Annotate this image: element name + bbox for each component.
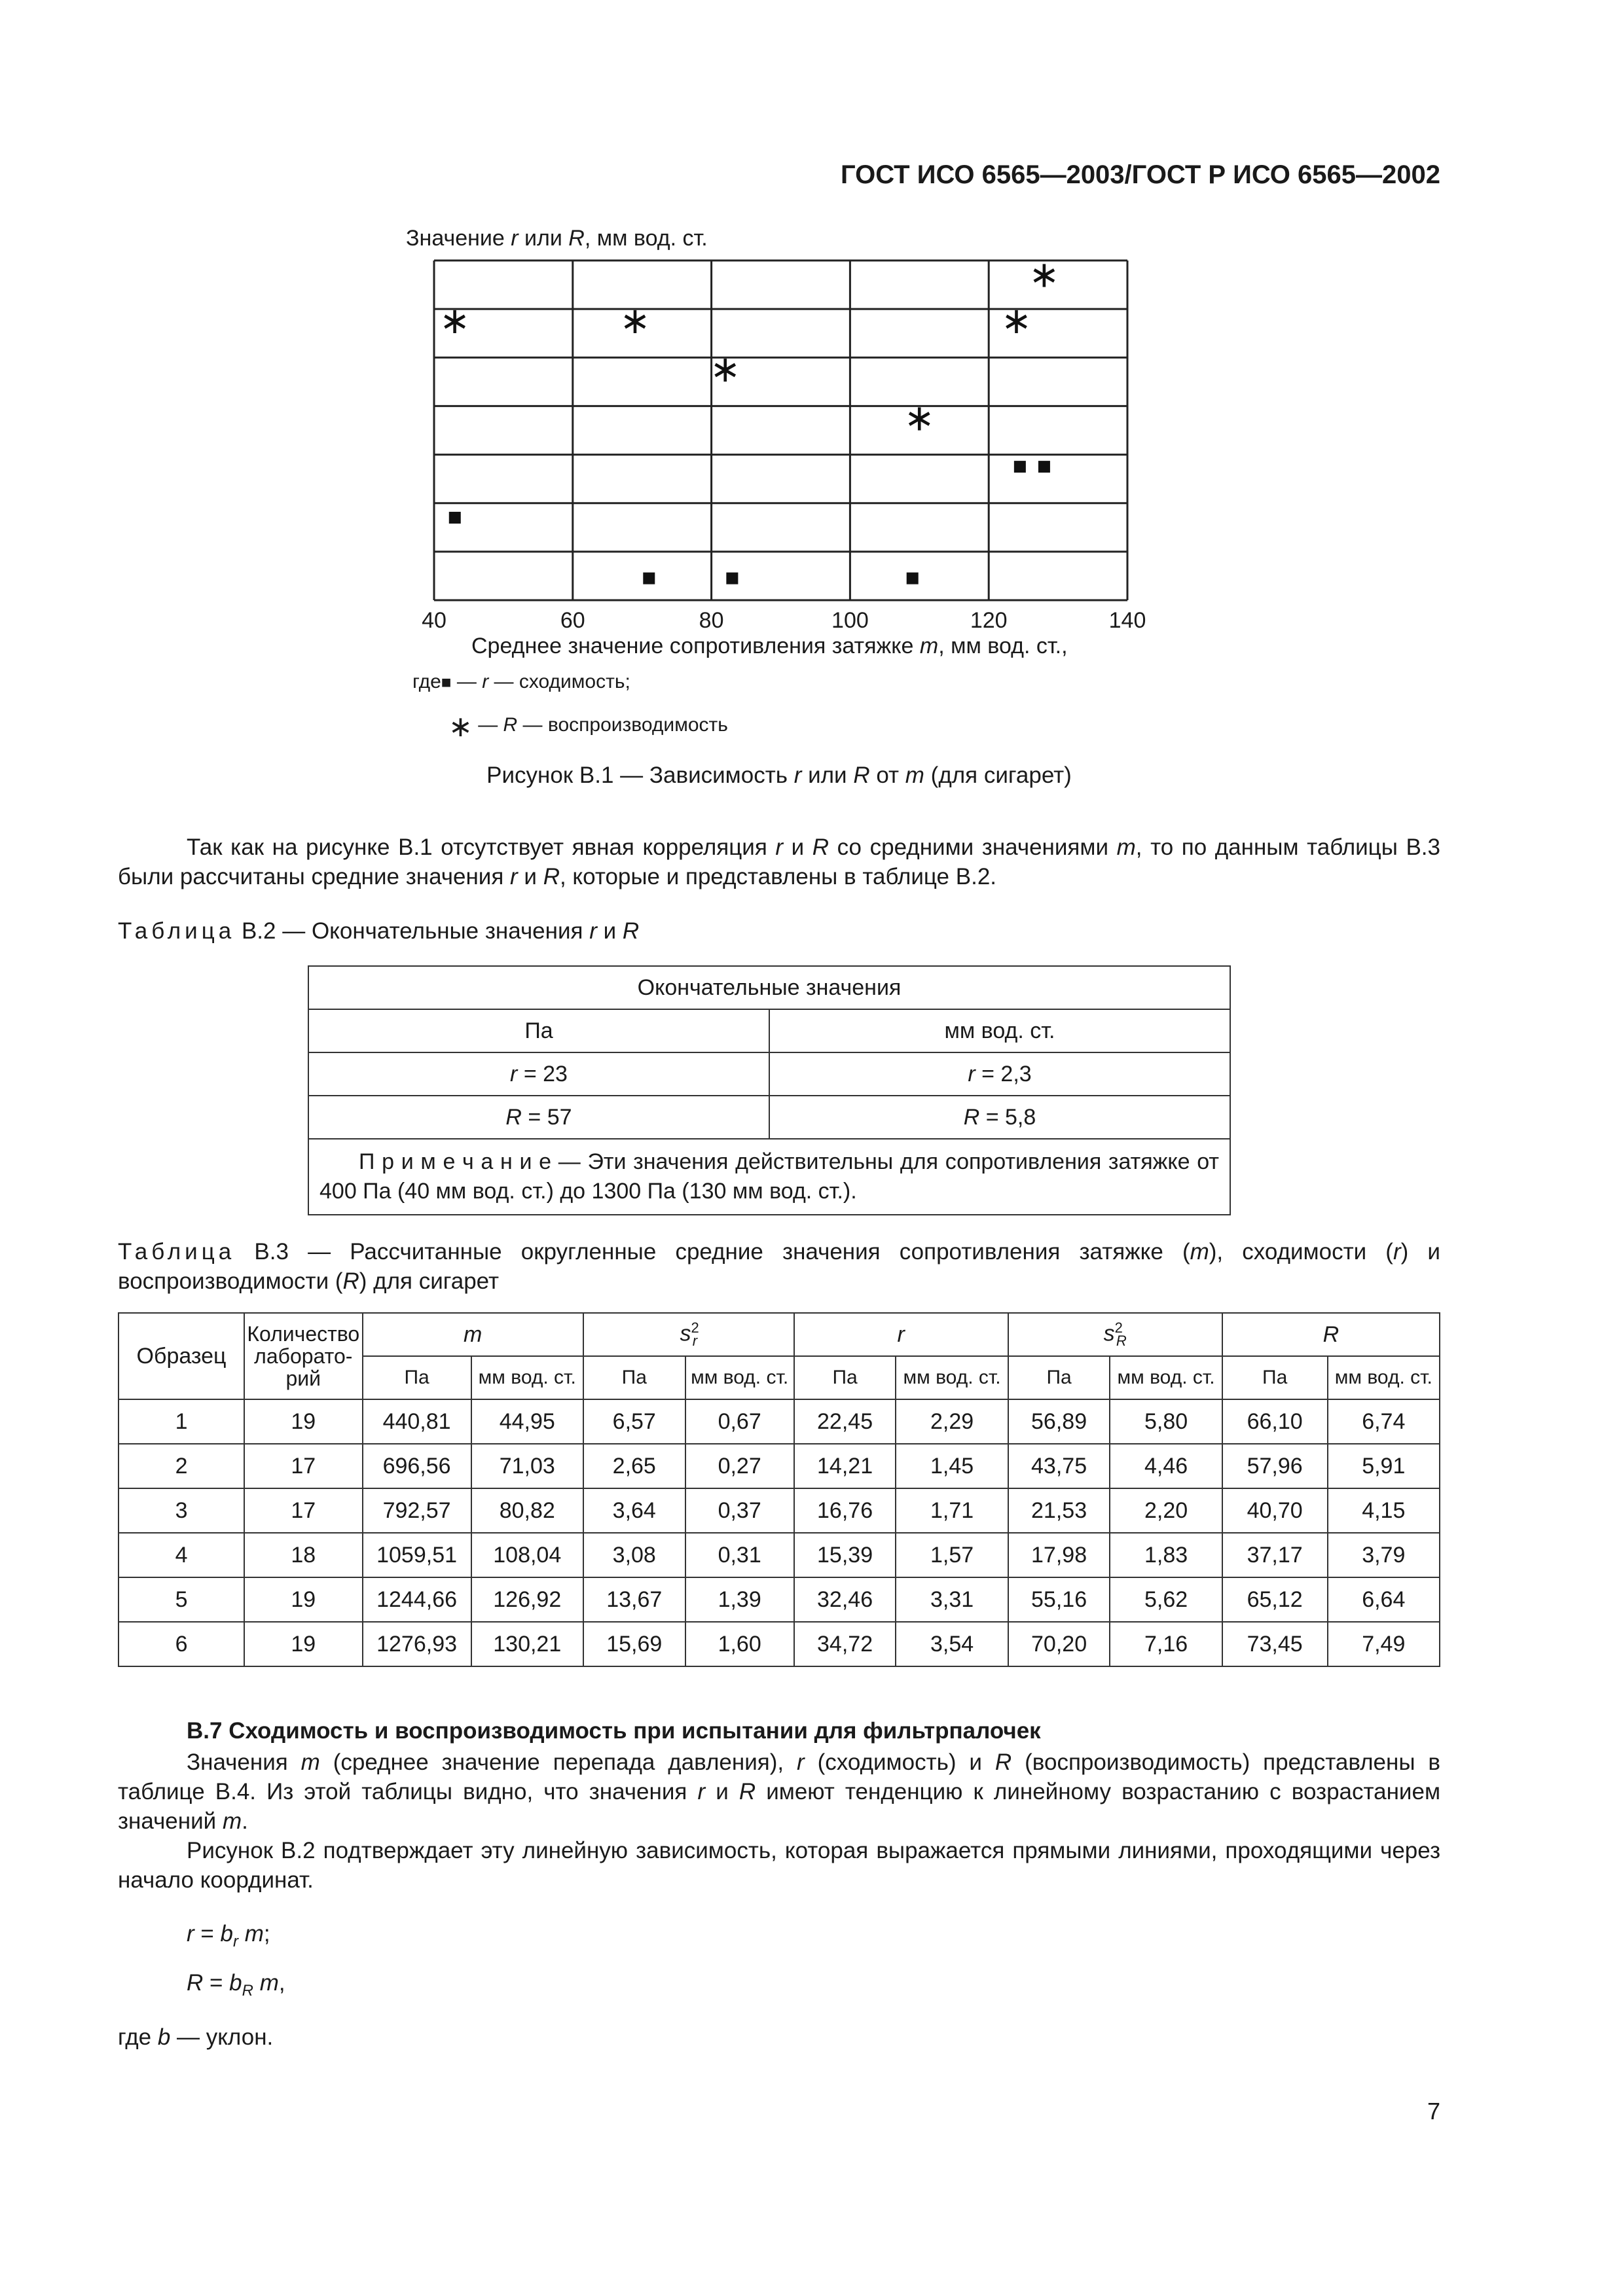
table-cell: 3,79 — [1328, 1533, 1440, 1577]
unit-pa: Па — [363, 1356, 471, 1399]
table-cell: 3,08 — [583, 1533, 685, 1577]
x-tick-label: 40 — [422, 608, 447, 633]
col-group-s2R: $s^2_R$ — [1008, 1313, 1222, 1356]
table2-col-pa: Па — [308, 1009, 769, 1052]
table-cell: 1,71 — [896, 1488, 1008, 1533]
col-group-s2r: $s^2_r$ — [583, 1313, 794, 1356]
table-cell: 1244,66 — [363, 1577, 471, 1622]
point-repeatability — [907, 573, 919, 584]
unit-mm: мм вод. ст. — [896, 1356, 1008, 1399]
table-cell: 2,65 — [583, 1444, 685, 1488]
point-reproducibility: ∗ — [710, 348, 741, 391]
x-tick-label: 80 — [699, 608, 724, 633]
table-cell: 2 — [119, 1444, 244, 1488]
table-cell: 6,74 — [1328, 1399, 1440, 1444]
table-cell: 7,49 — [1328, 1622, 1440, 1666]
table-cell: 43,75 — [1008, 1444, 1110, 1488]
section-paragraph-1: Значения m (среднее значение перепада давления), r (сходимость) и R (воспроизводимость) представлены в таблице В.4. Из этой таблицы видно, что значения r и R имеют тенденцию к линейному возрастанию с возрастанием значений m. — [118, 1749, 1441, 1834]
table-cell: 37,17 — [1222, 1533, 1328, 1577]
paragraph-correlation: Так как на рисунке В.1 отсутствует явная корреляция r и R со средними значениями m, то по данным таблицы В.3 были рассчитаны средние значения r и R, которые и представлены в таблице В.2. — [118, 834, 1440, 889]
table-cell: 3,31 — [896, 1577, 1008, 1622]
unit-mm: мм вод. ст. — [471, 1356, 583, 1399]
page-number: 7 — [1427, 2098, 1440, 2125]
table-row — [119, 1533, 1440, 1577]
table-cell: 17 — [244, 1444, 362, 1488]
table-cell: 6,57 — [583, 1399, 685, 1444]
col-group-r: r — [794, 1313, 1008, 1356]
table-cell: 19 — [244, 1399, 362, 1444]
table-cell: 1,60 — [685, 1622, 794, 1666]
table-cell: 56,89 — [1008, 1399, 1110, 1444]
table2-cell: R = 57 — [308, 1096, 769, 1139]
table-cell: 65,12 — [1222, 1577, 1328, 1622]
note-text: — Эти значения действительны для сопротивления затяжке от 400 Па (40 мм вод. ст.) до 1300 Па (130 мм вод. ст.). — [319, 1149, 1219, 1204]
table-cell: 3,54 — [896, 1622, 1008, 1666]
unit-mm: мм вод. ст. — [1328, 1356, 1440, 1399]
calculated-values-table — [118, 1312, 1440, 1667]
table3-caption: Таблица В.3 — Рассчитанные округленные средние значения сопротивления затяжке (m), сходимости (r) и воспроизводимости (R) для сигарет — [118, 1239, 1440, 1294]
table-cell: 696,56 — [363, 1444, 471, 1488]
table-cell: 5,80 — [1110, 1399, 1222, 1444]
table-cell: 1059,51 — [363, 1533, 471, 1577]
x-tick-label: 140 — [1108, 608, 1146, 633]
document-header: ГОСТ ИСО 6565—2003/ГОСТ Р ИСО 6565—2002 — [841, 160, 1440, 189]
table-cell: 3,64 — [583, 1488, 685, 1533]
x-axis-title: Среднее значение сопротивления затяжке m, мм вод. ст., — [471, 634, 1068, 658]
table-cell: 34,72 — [794, 1622, 896, 1666]
point-repeatability — [643, 573, 655, 584]
table-cell: 792,57 — [363, 1488, 471, 1533]
table-cell: 4,46 — [1110, 1444, 1222, 1488]
table-cell: 13,67 — [583, 1577, 685, 1622]
table-cell: 440,81 — [363, 1399, 471, 1444]
point-repeatability — [726, 573, 738, 584]
table-cell: 1,39 — [685, 1577, 794, 1622]
table-cell: 73,45 — [1222, 1622, 1328, 1666]
table-cell: 15,39 — [794, 1533, 896, 1577]
table2-col-mm: мм вод. ст. — [769, 1009, 1230, 1052]
table-cell: 80,82 — [471, 1488, 583, 1533]
table-cell: 55,16 — [1008, 1577, 1110, 1622]
table-cell: 1,83 — [1110, 1533, 1222, 1577]
table-cell: 0,31 — [685, 1533, 794, 1577]
legend-reproducibility: ∗ — R — воспроизводимость — [448, 711, 728, 743]
point-repeatability — [449, 512, 461, 524]
x-tick-label: 120 — [970, 608, 1008, 633]
point-reproducibility: ∗ — [903, 397, 935, 440]
table-cell: 2,20 — [1110, 1488, 1222, 1533]
table-cell: 3 — [119, 1488, 244, 1533]
table2-cell: r = 23 — [308, 1052, 769, 1096]
table-cell: 126,92 — [471, 1577, 583, 1622]
table-cell: 57,96 — [1222, 1444, 1328, 1488]
table-cell: 19 — [244, 1577, 362, 1622]
table-cell: 6 — [119, 1622, 244, 1666]
table-cell: 66,10 — [1222, 1399, 1328, 1444]
table-cell: 108,04 — [471, 1533, 583, 1577]
point-reproducibility: ∗ — [1001, 299, 1032, 342]
point-reproducibility: ∗ — [1029, 253, 1060, 296]
note-label: П р и м е ч а н и е — [359, 1149, 552, 1174]
y-axis-title: Значение r или R, мм вод. ст. — [406, 226, 708, 251]
col-sample: Образец — [119, 1313, 244, 1399]
table2-header: Окончательные значения — [308, 966, 1230, 1009]
legend-repeatability: где■ — r — сходимость; — [412, 671, 630, 692]
scatter-plot — [0, 0, 1623, 655]
formula-R: $R = b_R$ m, — [187, 1970, 285, 2000]
table2-cell: r = 2,3 — [769, 1052, 1230, 1096]
col-labs: Количество лаборато-рий — [244, 1313, 362, 1399]
table-row — [119, 1577, 1440, 1622]
asterisk-marker-icon: ∗ — [448, 711, 473, 743]
table-cell: 21,53 — [1008, 1488, 1110, 1533]
table-cell: 14,21 — [794, 1444, 896, 1488]
table-cell: 4,15 — [1328, 1488, 1440, 1533]
unit-mm: мм вод. ст. — [685, 1356, 794, 1399]
table-cell: 15,69 — [583, 1622, 685, 1666]
table-cell: 40,70 — [1222, 1488, 1328, 1533]
table2-cell: R = 5,8 — [769, 1096, 1230, 1139]
col-group-m: m — [363, 1313, 583, 1356]
table-cell: 71,03 — [471, 1444, 583, 1488]
table-cell: 5,62 — [1110, 1577, 1222, 1622]
slope-definition: где b — уклон. — [118, 2024, 274, 2050]
table-cell: 1,57 — [896, 1533, 1008, 1577]
unit-mm: мм вод. ст. — [1110, 1356, 1222, 1399]
square-marker-icon: ■ — [441, 672, 452, 692]
final-values-table — [308, 965, 1231, 1215]
table-cell: 22,45 — [794, 1399, 896, 1444]
table-row — [119, 1444, 1440, 1488]
table-cell: 19 — [244, 1622, 362, 1666]
point-repeatability — [1038, 461, 1050, 473]
table-cell: 0,67 — [685, 1399, 794, 1444]
point-reproducibility: ∗ — [619, 299, 651, 342]
unit-pa: Па — [1222, 1356, 1328, 1399]
table-cell: 4 — [119, 1533, 244, 1577]
table-cell: 44,95 — [471, 1399, 583, 1444]
table-cell: 32,46 — [794, 1577, 896, 1622]
table-row — [119, 1622, 1440, 1666]
table2-caption: Таблица В.2 — Окончательные значения r и R — [118, 918, 640, 944]
unit-pa: Па — [1008, 1356, 1110, 1399]
table2-note — [308, 1139, 1230, 1215]
table-cell: 17,98 — [1008, 1533, 1110, 1577]
unit-pa: Па — [794, 1356, 896, 1399]
section-paragraph-2: Рисунок В.2 подтверждает эту линейную зависимость, которая выражается прямыми линиями, проходящими через начало координат. — [118, 1838, 1440, 1893]
table-cell: 1 — [119, 1399, 244, 1444]
section-title: В.7 Сходимость и воспроизводимость при испытании для фильтрпалочек — [187, 1718, 1041, 1744]
x-tick-label: 100 — [831, 608, 869, 633]
point-repeatability — [1014, 461, 1026, 473]
table-cell: 0,37 — [685, 1488, 794, 1533]
table-cell: 2,29 — [896, 1399, 1008, 1444]
table-cell: 5,91 — [1328, 1444, 1440, 1488]
table-cell: 70,20 — [1008, 1622, 1110, 1666]
figure-caption: Рисунок В.1 — Зависимость r или R от m (для сигарет) — [486, 762, 1072, 788]
table-cell: 17 — [244, 1488, 362, 1533]
table-cell: 7,16 — [1110, 1622, 1222, 1666]
table-cell: 18 — [244, 1533, 362, 1577]
x-tick-label: 60 — [560, 608, 585, 633]
table-row — [119, 1399, 1440, 1444]
point-reproducibility: ∗ — [439, 299, 471, 342]
formula-r: $r = b_r$ m; — [187, 1921, 270, 1950]
table-cell: 1,45 — [896, 1444, 1008, 1488]
col-group-R: R — [1222, 1313, 1440, 1356]
table-cell: 1276,93 — [363, 1622, 471, 1666]
table-cell: 130,21 — [471, 1622, 583, 1666]
table-cell: 6,64 — [1328, 1577, 1440, 1622]
table-cell: 0,27 — [685, 1444, 794, 1488]
table-cell: 5 — [119, 1577, 244, 1622]
table-cell: 16,76 — [794, 1488, 896, 1533]
unit-pa: Па — [583, 1356, 685, 1399]
table-row — [119, 1488, 1440, 1533]
